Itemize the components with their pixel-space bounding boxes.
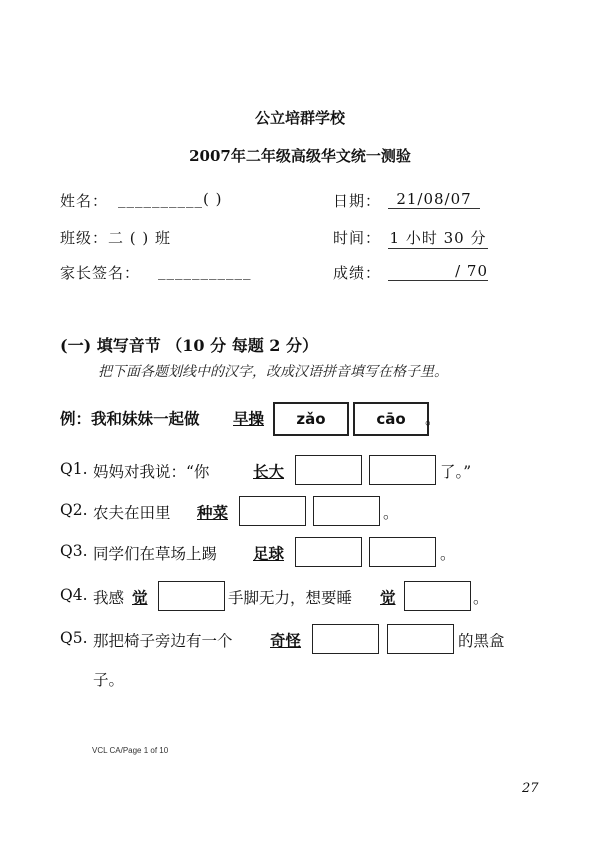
question-number: Q4. bbox=[60, 586, 88, 604]
question-underlined-word: 觉 bbox=[380, 588, 396, 607]
school-name: 公立培群学校 bbox=[254, 109, 345, 127]
example-suffix: 。 bbox=[425, 410, 441, 428]
section-instruction: 把下面各题划线中的汉字，改成汉语拼音填写在格子里。 bbox=[98, 364, 448, 380]
question-text: 农夫在田里 bbox=[93, 504, 171, 522]
page-number: 27 bbox=[522, 781, 539, 796]
question-text-continuation: 子。 bbox=[93, 671, 125, 689]
question-number: Q5. bbox=[60, 629, 88, 647]
question-text: 那把椅子旁边有一个 bbox=[93, 632, 233, 650]
example-pinyin-box-2: cāo bbox=[353, 402, 429, 436]
pinyin-answer-box[interactable] bbox=[387, 624, 454, 654]
question-text: 同学们在草场上踢 bbox=[93, 545, 218, 563]
question-number: Q3. bbox=[60, 542, 88, 560]
pinyin-answer-box[interactable] bbox=[369, 455, 436, 485]
question-text-end: 。 bbox=[473, 589, 489, 607]
question-underlined-word: 觉 bbox=[132, 588, 148, 607]
question-text-end: 。 bbox=[440, 545, 456, 563]
time-label: 时间： bbox=[333, 229, 382, 247]
question-text-end: 了。” bbox=[440, 463, 472, 481]
example-prefix: 例：我和妹妹一起做 bbox=[60, 409, 200, 428]
example-word: 早操 bbox=[233, 409, 265, 428]
question-text-middle: 手脚无力，想要睡 bbox=[228, 589, 353, 607]
question-underlined-word: 足球 bbox=[253, 544, 285, 563]
score-label: 成绩： bbox=[333, 264, 382, 282]
time-value: 1 小时 30 分 bbox=[389, 229, 487, 247]
date-label: 日期： bbox=[333, 192, 382, 210]
question-number: Q2. bbox=[60, 501, 88, 519]
pinyin-answer-box[interactable] bbox=[404, 581, 471, 611]
question-number: Q1. bbox=[60, 460, 88, 478]
exam-title: 2007年二年级高级华文统一测验 bbox=[189, 147, 411, 165]
question-underlined-word: 长大 bbox=[253, 462, 285, 481]
question-text-end: 的黑盒 bbox=[458, 632, 505, 650]
page-reference: VCL CA/Page 1 of 10 bbox=[92, 746, 169, 755]
date-value: 21/08/07 bbox=[388, 190, 480, 209]
pinyin-answer-box[interactable] bbox=[369, 537, 436, 567]
name-label: 姓名： bbox=[60, 192, 109, 210]
pinyin-answer-box[interactable] bbox=[158, 581, 225, 611]
question-text: 我感 bbox=[93, 589, 125, 607]
pinyin-answer-box[interactable] bbox=[313, 496, 380, 526]
pinyin-answer-box[interactable] bbox=[295, 537, 362, 567]
pinyin-answer-box[interactable] bbox=[295, 455, 362, 485]
question-underlined-word: 种菜 bbox=[197, 503, 229, 522]
question-text-end: 。 bbox=[383, 504, 399, 522]
name-blank: __________( ) bbox=[118, 190, 223, 208]
question-text: 妈妈对我说：“你 bbox=[93, 463, 210, 481]
parent-signature-blank: ___________ bbox=[158, 262, 252, 280]
parent-signature-label: 家长签名： bbox=[60, 264, 141, 282]
pinyin-answer-box[interactable] bbox=[312, 624, 379, 654]
score-value: / 70 bbox=[388, 262, 488, 281]
example-pinyin-box-1: zǎo bbox=[273, 402, 349, 436]
question-underlined-word: 奇怪 bbox=[270, 631, 302, 650]
class-label: 班级：二 ( ) 班 bbox=[60, 229, 172, 247]
section-title: (一) 填写音节 （10 分 每题 2 分） bbox=[60, 336, 318, 355]
pinyin-answer-box[interactable] bbox=[239, 496, 306, 526]
